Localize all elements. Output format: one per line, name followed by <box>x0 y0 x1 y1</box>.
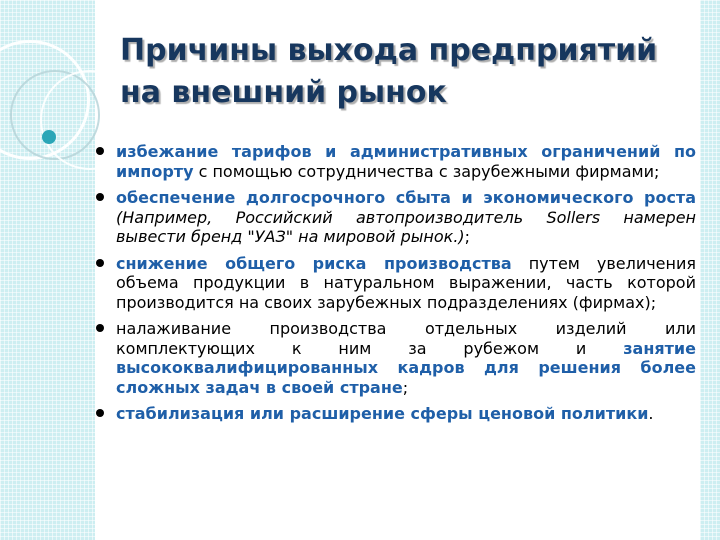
bullet-text: . <box>648 404 654 423</box>
bullet-list <box>92 142 696 431</box>
bullet-text: с помощью сотрудничества с зарубежными фирмами; <box>193 161 660 181</box>
bullet-tail: ; <box>402 377 409 397</box>
bullet-highlight: стабилизация или расширение сферы ценовой политики <box>116 404 649 423</box>
bullet-highlight: занятие высококвалифицированных кадров для решения более сложных задач в своей стране <box>116 338 696 397</box>
bullet-icon <box>96 193 104 201</box>
list-item <box>92 254 696 313</box>
list-item <box>92 188 696 247</box>
list-item <box>92 319 696 397</box>
bullet-icon <box>96 259 104 267</box>
bullet-icon <box>96 409 104 417</box>
bullet-icon <box>96 324 104 332</box>
list-item <box>92 142 696 181</box>
accent-dot <box>42 130 56 144</box>
bullet-highlight: обеспечение долгосрочного сбыта и экономического роста <box>116 188 696 207</box>
bullet-icon <box>96 147 104 155</box>
bullet-text: путем увеличения объема продукции в натуральном выражении, часть которой производится на своих зарубежных подразделениях (фирмах); <box>116 253 697 312</box>
slide-title: Причины выхода предприятий на внешний рынок <box>120 33 658 110</box>
bullet-text: налаживание производства отдельных изделий или комплектующих к ним за рубежом и <box>116 319 696 358</box>
list-item <box>92 404 696 424</box>
bullet-italic-note: (Например, Российский автопроизводитель Sollers намерен вывести бренд "УАЗ" на мировой рынок.) <box>116 207 696 246</box>
bullet-highlight: снижение общего риска производства <box>116 253 512 273</box>
bullet-text: ; <box>464 227 471 246</box>
right-decorative-strip <box>700 0 720 540</box>
bullet-highlight: избежание тарифов и административных ограничений по импорту <box>116 142 696 181</box>
